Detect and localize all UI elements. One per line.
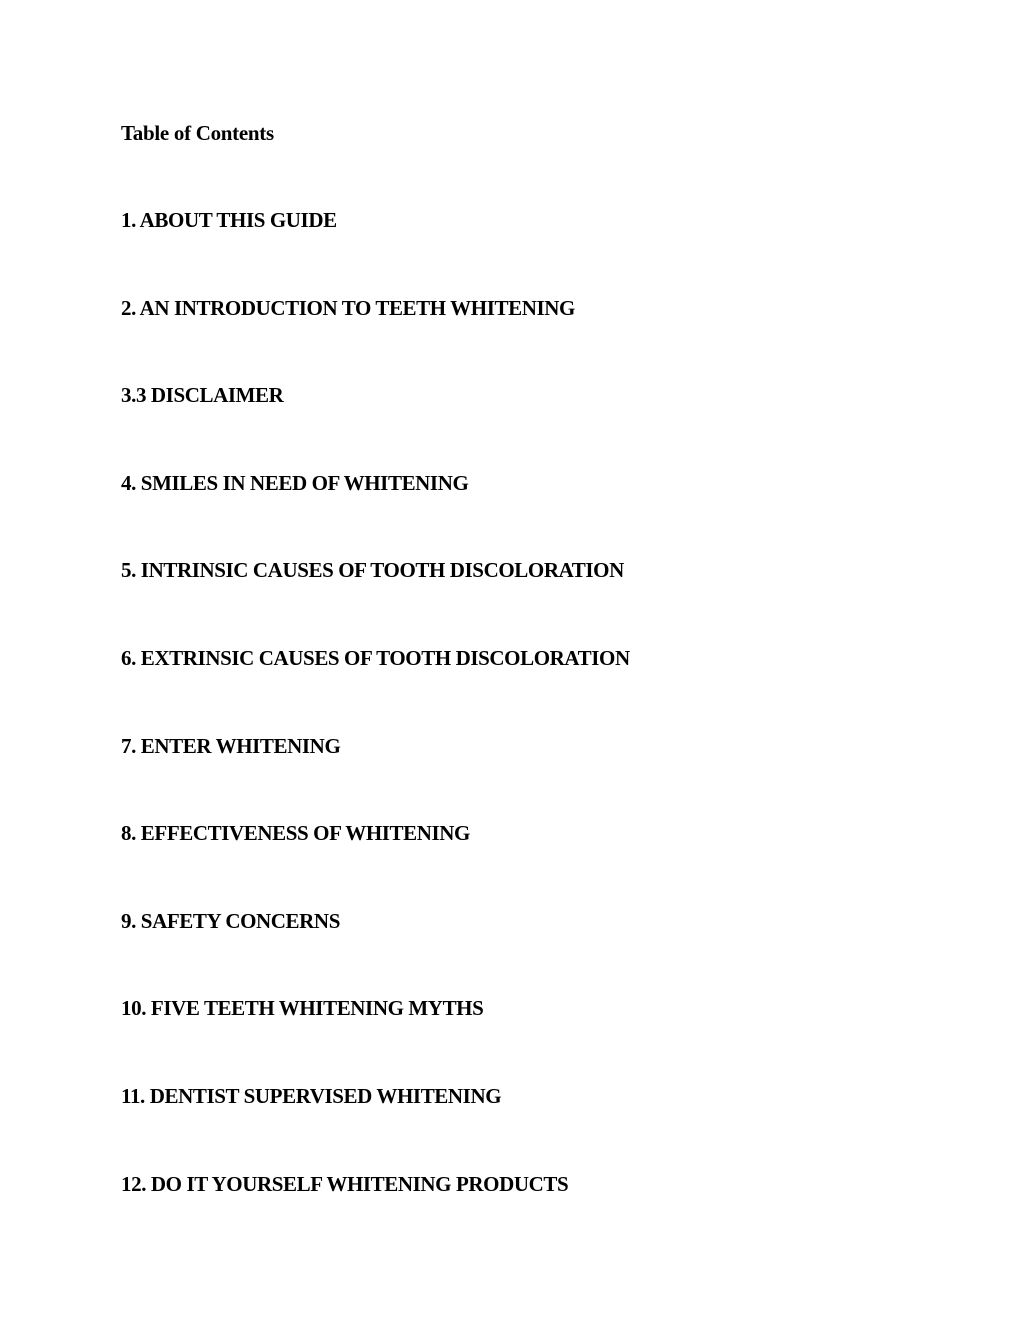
toc-list [121, 206, 630, 1257]
toc-entry-2: 2. AN INTRODUCTION TO TEETH WHITENING [121, 295, 575, 320]
toc-entry-3: 3.3 DISCLAIMER [121, 383, 284, 408]
toc-entry-6: 6. EXTRINSIC CAUSES OF TOOTH DISCOLORATION [121, 645, 630, 670]
toc-entry-10: 10. FIVE TEETH WHITENING MYTHS [121, 996, 484, 1021]
toc-entry-4: 4. SMILES IN NEED OF WHITENING [121, 470, 469, 495]
toc-entry-5: 5. INTRINSIC CAUSES OF TOOTH DISCOLORATION [121, 558, 624, 583]
toc-entry-1: 1. ABOUT THIS GUIDE [121, 208, 337, 232]
toc-entry-8: 8. EFFECTIVENESS OF WHITENING [121, 821, 470, 846]
toc-entry-12: 12. DO IT YOURSELF WHITENING PRODUCTS [121, 1171, 569, 1196]
toc-entry-9: 9. SAFETY CONCERNS [121, 908, 340, 933]
toc-heading: Table of Contents [121, 121, 274, 145]
toc-entry-7: 7. ENTER WHITENING [121, 733, 341, 758]
toc-entry-11: 11. DENTIST SUPERVISED WHITENING [121, 1083, 502, 1108]
